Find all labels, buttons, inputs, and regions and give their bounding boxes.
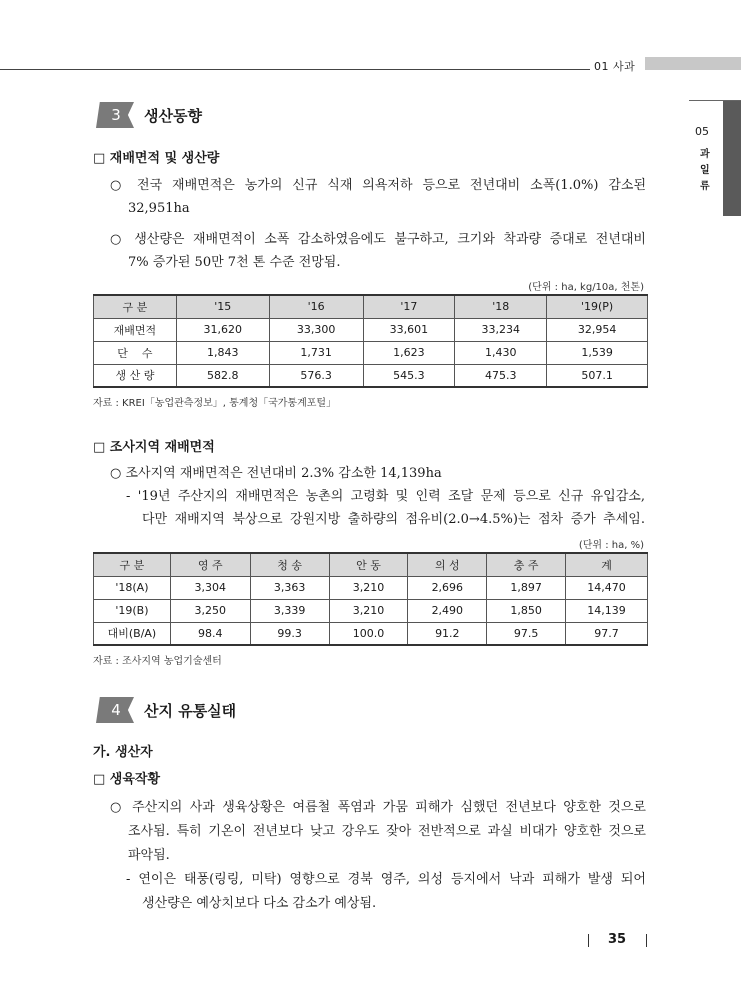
table-cell: 507.1: [547, 364, 648, 387]
table-cell: 1,843: [176, 341, 269, 364]
table-cell: '19(B): [94, 599, 171, 622]
table-header-row: [94, 553, 648, 576]
bullet-text: ○ 생산량은 재배면적이 소폭 감소하였음에도 불구하고, 크기와 착과량 증대로 전년대비: [110, 232, 646, 247]
table-cell: '18(A): [94, 576, 171, 599]
footer-divider: [588, 934, 589, 947]
page-number: 35: [608, 932, 627, 947]
table-cell: 33,601: [363, 318, 455, 341]
table-cell: 1,539: [547, 341, 648, 364]
table-header-cell: '16: [269, 295, 363, 318]
table-row: [94, 318, 648, 341]
table-cell: 3,210: [329, 576, 408, 599]
table-cell: 99.3: [250, 622, 329, 645]
table-header-cell: 구 분: [94, 295, 177, 318]
table-cell: 1,623: [363, 341, 455, 364]
footer-divider: [646, 934, 647, 947]
source-note: 자료 : 조사지역 농업기술센터: [93, 656, 222, 667]
table-header-cell: '18: [455, 295, 547, 318]
table-row: [94, 341, 648, 364]
table-cell: 재배면적: [94, 318, 177, 341]
bullet-text-cont: 조사됨. 특히 기온이 전년보다 낮고 강우도 잦아 전반적으로 과실 비대가 양호한 것으로: [128, 824, 646, 839]
dash-text-cont: 생산량은 예상치보다 다소 감소가 예상됨.: [142, 896, 377, 911]
table-header-cell: 안 동: [329, 553, 408, 576]
table-cell: 생 산 량: [94, 364, 177, 387]
table-cell: 91.2: [408, 622, 487, 645]
table-cell: 3,304: [170, 576, 250, 599]
table-cell: 단 수: [94, 341, 177, 364]
table-header-cell: 영 주: [170, 553, 250, 576]
table-cell: 97.5: [487, 622, 566, 645]
dash-text-cont: 다만 재배지역 북상으로 강원지방 출하량의 점유비(2.0→4.5%)는 점차 증가 추세임.: [142, 512, 645, 527]
section-title: 생산동향: [144, 107, 202, 125]
table-cell: 582.8: [176, 364, 269, 387]
table-cell: 98.4: [170, 622, 250, 645]
table-header-cell: 청 송: [250, 553, 329, 576]
table-cell: 3,210: [329, 599, 408, 622]
table-cell: 3,363: [250, 576, 329, 599]
bullet-text-cont: 파악됨.: [128, 848, 170, 863]
subsection-title: □ 생육작황: [93, 772, 161, 787]
table-cell: 1,850: [487, 599, 566, 622]
table-row: [94, 599, 648, 622]
table-cell: 545.3: [363, 364, 455, 387]
table-cell: 14,139: [566, 599, 648, 622]
dash-text: - 연이은 태풍(링링, 미탁) 영향으로 경북 영주, 의성 등지에서 낙과 피해가 발생 되어: [126, 872, 646, 887]
side-tab-bar: [723, 101, 741, 216]
region-table: [93, 552, 648, 646]
table-cell: 33,234: [455, 318, 547, 341]
subsection-title: □ 조사지역 재배면적: [93, 440, 215, 455]
table-cell: 33,300: [269, 318, 363, 341]
table-header-cell: '19(P): [547, 295, 648, 318]
table-header-cell: 충 주: [487, 553, 566, 576]
side-tab-number: 05: [695, 125, 709, 138]
bullet-text: ○ 주산지의 사과 생육상황은 여름철 폭염과 가뭄 피해가 심했던 전년보다 양호한 것으로: [110, 800, 646, 815]
production-table: [93, 294, 648, 388]
side-tab-label: 과일류: [700, 149, 710, 192]
header-bar: [645, 57, 741, 70]
section-number: 3: [111, 106, 121, 124]
table-cell: 대비(B/A): [94, 622, 171, 645]
table-header-cell: 의 성: [408, 553, 487, 576]
bullet-text: ○ 조사지역 재배면적은 전년대비 2.3% 감소한 14,139ha: [110, 466, 442, 481]
table-header-cell: 구 분: [94, 553, 171, 576]
table-cell: 14,470: [566, 576, 648, 599]
table-cell: 3,339: [250, 599, 329, 622]
dash-text: - '19년 주산지의 재배면적은 농촌의 고령화 및 인력 조달 문제 등으로 신규 유입감소,: [126, 489, 645, 504]
table-cell: 576.3: [269, 364, 363, 387]
source-note: 자료 : KREI「농업관측정보」, 통계청「국가통계포털」: [93, 398, 337, 409]
table-cell: 2,490: [408, 599, 487, 622]
side-tab: [689, 100, 741, 215]
unit-label: (단위 : ha, %): [578, 540, 644, 551]
section-number: 4: [111, 701, 121, 719]
table-cell: 100.0: [329, 622, 408, 645]
subsection-title: □ 재배면적 및 생산량: [93, 151, 220, 166]
bullet-text-cont: 32,951ha: [128, 201, 190, 216]
table-cell: 475.3: [455, 364, 547, 387]
bullet-text: ○ 전국 재배면적은 농가의 신규 식재 의욕저하 등으로 전년대비 소폭(1.0%) 감소된: [110, 178, 646, 193]
table-row: [94, 622, 648, 645]
table-cell: 32,954: [547, 318, 648, 341]
table-cell: 31,620: [176, 318, 269, 341]
table-header-cell: 계: [566, 553, 648, 576]
table-cell: 3,250: [170, 599, 250, 622]
section-title: 산지 유통실태: [144, 702, 237, 720]
table-cell: 1,731: [269, 341, 363, 364]
table-cell: 1,430: [455, 341, 547, 364]
unit-label: (단위 : ha, kg/10a, 천톤): [528, 282, 644, 293]
table-cell: 1,897: [487, 576, 566, 599]
chapter-label: 01 사과: [594, 60, 636, 73]
table-row: [94, 576, 648, 599]
table-cell: 2,696: [408, 576, 487, 599]
header-rule: [0, 69, 590, 70]
table-header-cell: '17: [363, 295, 455, 318]
table-cell: 97.7: [566, 622, 648, 645]
bullet-text-cont: 7% 증가된 50만 7천 톤 수준 전망됨.: [128, 255, 341, 270]
table-header-row: [94, 295, 648, 318]
table-row: [94, 364, 648, 387]
table-header-cell: '15: [176, 295, 269, 318]
subsection-heading: 가. 생산자: [93, 745, 153, 760]
